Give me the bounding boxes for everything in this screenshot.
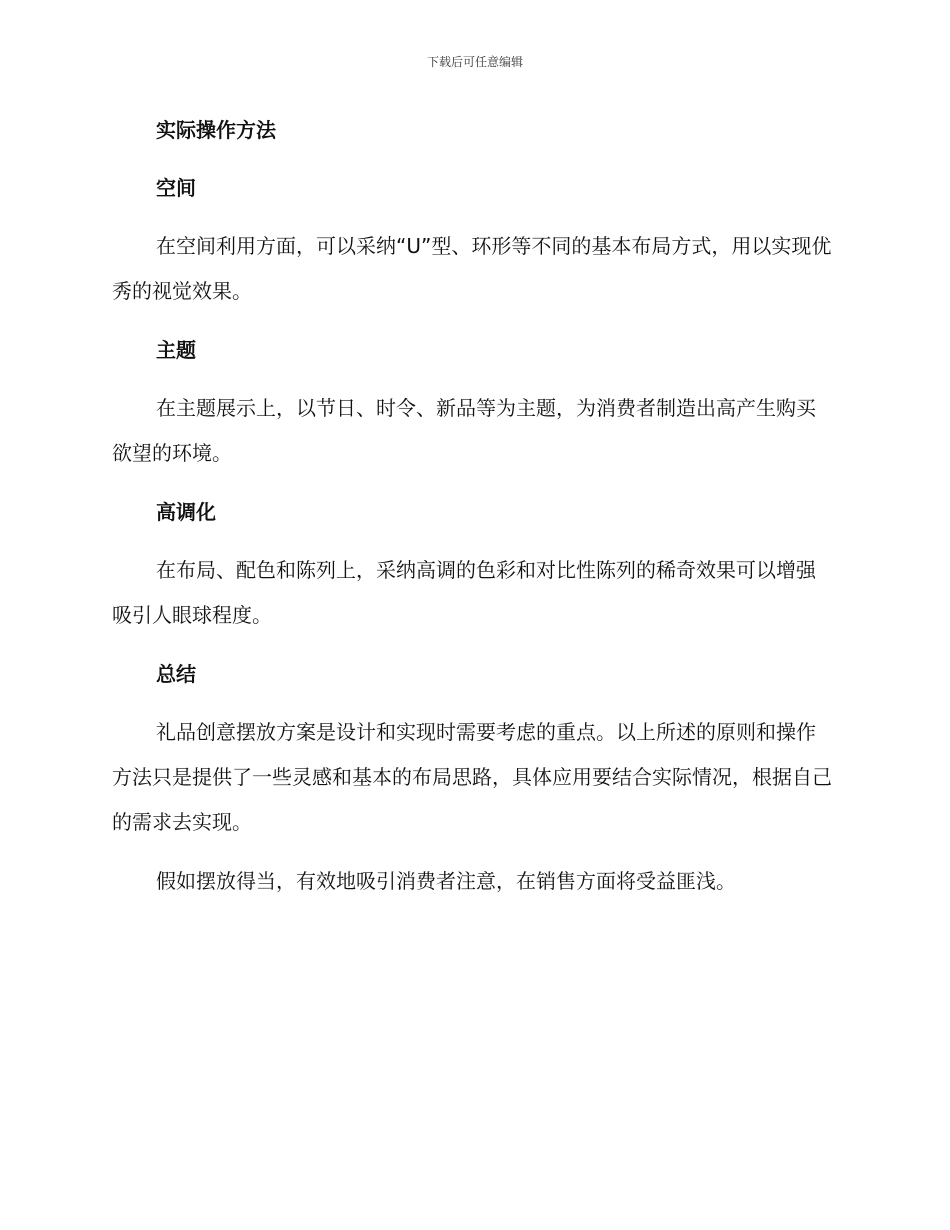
section-heading-methods: 实际操作方法 (156, 118, 276, 142)
paragraph-conclusion: 假如摆放得当，有效地吸引消费者注意，在销售方面将受益匪浅。 (156, 869, 736, 893)
paragraph-theme: 在主题展示上，以节日、时令、新品等为主题，为消费者制造出高产生购买欲望的环境。 (112, 396, 816, 465)
section-heading-space: 空间 (156, 176, 196, 200)
section-heading-theme: 主题 (156, 338, 196, 362)
paragraph-space: 在空间利用方面，可以采纳“U”型、环形等不同的基本布局方式，用以实现优秀的视觉效果。 (112, 234, 832, 303)
paragraph-high-key: 在布局、配色和陈列上，采纳高调的色彩和对比性陈列的稀奇效果可以增强吸引人眼球程度。 (112, 558, 816, 627)
section-heading-high-key: 高调化 (156, 500, 216, 524)
document-body (112, 108, 834, 918)
section-heading-summary: 总结 (156, 662, 196, 686)
paragraph-summary: 礼品创意摆放方案是设计和实现时需要考虑的重点。以上所述的原则和操作方法只是提供了一些灵感和基本的布局思路，具体应用要结合实际情况，根据自己的需求去实现。 (112, 720, 832, 834)
page-header: 下载后可任意编辑 (426, 55, 523, 69)
